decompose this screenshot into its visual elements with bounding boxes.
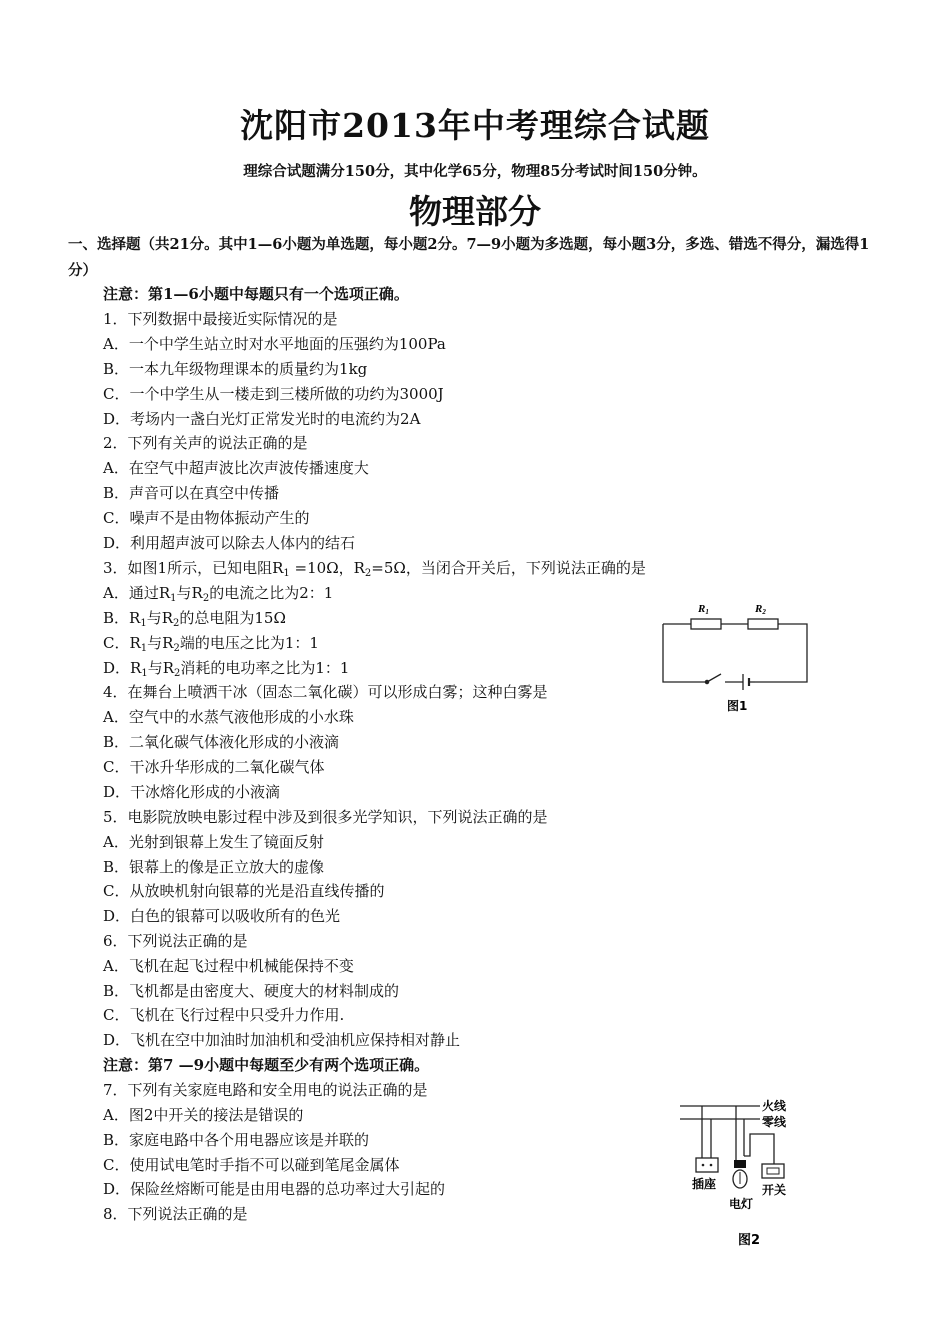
fig1-caption: 图1 [727, 699, 748, 713]
exam-title: 沈阳市2013年中考理综合试题 [240, 106, 710, 145]
q7-stem: 7．下列有关家庭电路和安全用电的说法正确的是 [103, 1081, 428, 1099]
q4-option-a: A．空气中的水蒸气液他形成的小水珠 [103, 708, 354, 726]
fig2-socket-label: 插座 [692, 1177, 717, 1191]
fig1-r1-label: R1 [698, 603, 709, 616]
q7-option-d: D．保险丝熔断可能是由用电器的总功率过大引起的 [103, 1180, 446, 1198]
q3-option-d: D．$R_1$与$R_2$消耗的电功率之比为1：1 [103, 659, 350, 679]
note-multiple-choice: 注意：第7 —9小题中每题至少有两个选项正确。 [103, 1056, 430, 1074]
q3-option-b: B．$R_1$与$R_2$的总电阻为15Ω [103, 609, 286, 629]
q2-option-a: A．在空气中超声波比次声波传播速度大 [103, 459, 369, 477]
q5-option-b: B．银幕上的像是正立放大的虚像 [103, 858, 325, 876]
fig2-lamp-label: 电灯 [729, 1197, 754, 1211]
q1-option-d: D．考场内一盏白光灯正常发光时的电流约为2A [103, 410, 421, 428]
q8-stem: 8．下列说法正确的是 [103, 1205, 248, 1223]
q5-stem: 5．电影院放映电影过程中涉及到很多光学知识，下列说法正确的是 [103, 808, 548, 826]
q2-stem: 2．下列有关声的说法正确的是 [103, 434, 308, 452]
q4-option-d: D．干冰熔化形成的小液滴 [103, 783, 281, 801]
exam-subtitle: 理综合试题满分150分，其中化学65分，物理85分考试时间150分钟。 [243, 163, 707, 180]
lamp-holder-icon [734, 1160, 746, 1168]
fig2-caption: 图2 [738, 1233, 761, 1248]
q5-option-d: D．白色的银幕可以吸收所有的色光 [103, 907, 341, 925]
q2-option-b: B．声音可以在真空中传播 [103, 484, 280, 502]
figure-2-household-circuit [678, 1094, 813, 1252]
note-single-choice: 注意：第1—6小题中每题只有一个选项正确。 [103, 285, 409, 303]
q2-option-c: C．噪声不是由物体振动产生的 [103, 509, 310, 527]
q1-option-a: A．一个中学生站立时对水平地面的压强约为100Pa [103, 335, 446, 353]
q2-option-d: D．利用超声波可以除去人体内的结石 [103, 534, 356, 552]
fig2-neutral-wire-label: 零线 [762, 1115, 787, 1129]
q1-option-b: B．一本九年级物理课本的质量约为1kg [103, 360, 368, 378]
q7-option-b: B．家庭电路中各个用电器应该是并联的 [103, 1131, 370, 1149]
part-title: 物理部分 [409, 192, 541, 231]
q4-option-c: C．干冰升华形成的二氧化碳气体 [103, 758, 325, 776]
q1-stem: 1．下列数据中最接近实际情况的是 [103, 310, 338, 328]
figure-1-circuit [655, 598, 820, 716]
q4-option-b: B．二氧化碳气体液化形成的小液滴 [103, 733, 340, 751]
q6-option-b: B．飞机都是由密度大、硬度大的材料制成的 [103, 982, 400, 1000]
q5-option-c: C．从放映机射向银幕的光是沿直线传播的 [103, 882, 385, 900]
q7-option-c: C．使用试电笔时手指不可以碰到笔尾金属体 [103, 1156, 400, 1174]
fig1-r2-label: R2 [755, 603, 766, 616]
switch-icon [767, 1168, 779, 1174]
fig2-live-wire-label: 火线 [762, 1099, 787, 1113]
q6-option-d: D．飞机在空中加油时加油机和受油机应保持相对静止 [103, 1031, 461, 1049]
q1-option-c: C．一个中学生从一楼走到三楼所做的功约为3000J [103, 385, 444, 403]
q6-option-a: A．飞机在起飞过程中机械能保持不变 [103, 957, 354, 975]
q6-option-c: C．飞机在飞行过程中只受升力作用. [103, 1006, 345, 1024]
q3-option-a: A．通过$R_1$与$R_2$的电流之比为2：1 [103, 584, 334, 604]
q4-stem: 4．在舞台上喷洒干冰（固态二氧化碳）可以形成白雾；这种白雾是 [103, 683, 548, 701]
q3-stem: 3．如图1所示，已知电阻$R_1 =10\Omega$，$R_2=5\Omega$，当闭合开关后，下列说法正确的是 [103, 559, 646, 579]
q6-stem: 6．下列说法正确的是 [103, 932, 248, 950]
q7-option-a: A．图2中开关的接法是错误的 [103, 1106, 304, 1124]
q5-option-a: A．光射到银幕上发生了镜面反射 [103, 833, 324, 851]
q3-option-c: C．$R_1$与$R_2$端的电压之比为1：1 [103, 634, 319, 654]
section-heading: 一、选择题（共21分。其中1—6小题为单选题，每小题2分。7—9小题为多选题，每小题3分，多选、错选不得分，漏选得1分） [68, 236, 870, 279]
fig2-switch-label: 开关 [762, 1183, 787, 1197]
